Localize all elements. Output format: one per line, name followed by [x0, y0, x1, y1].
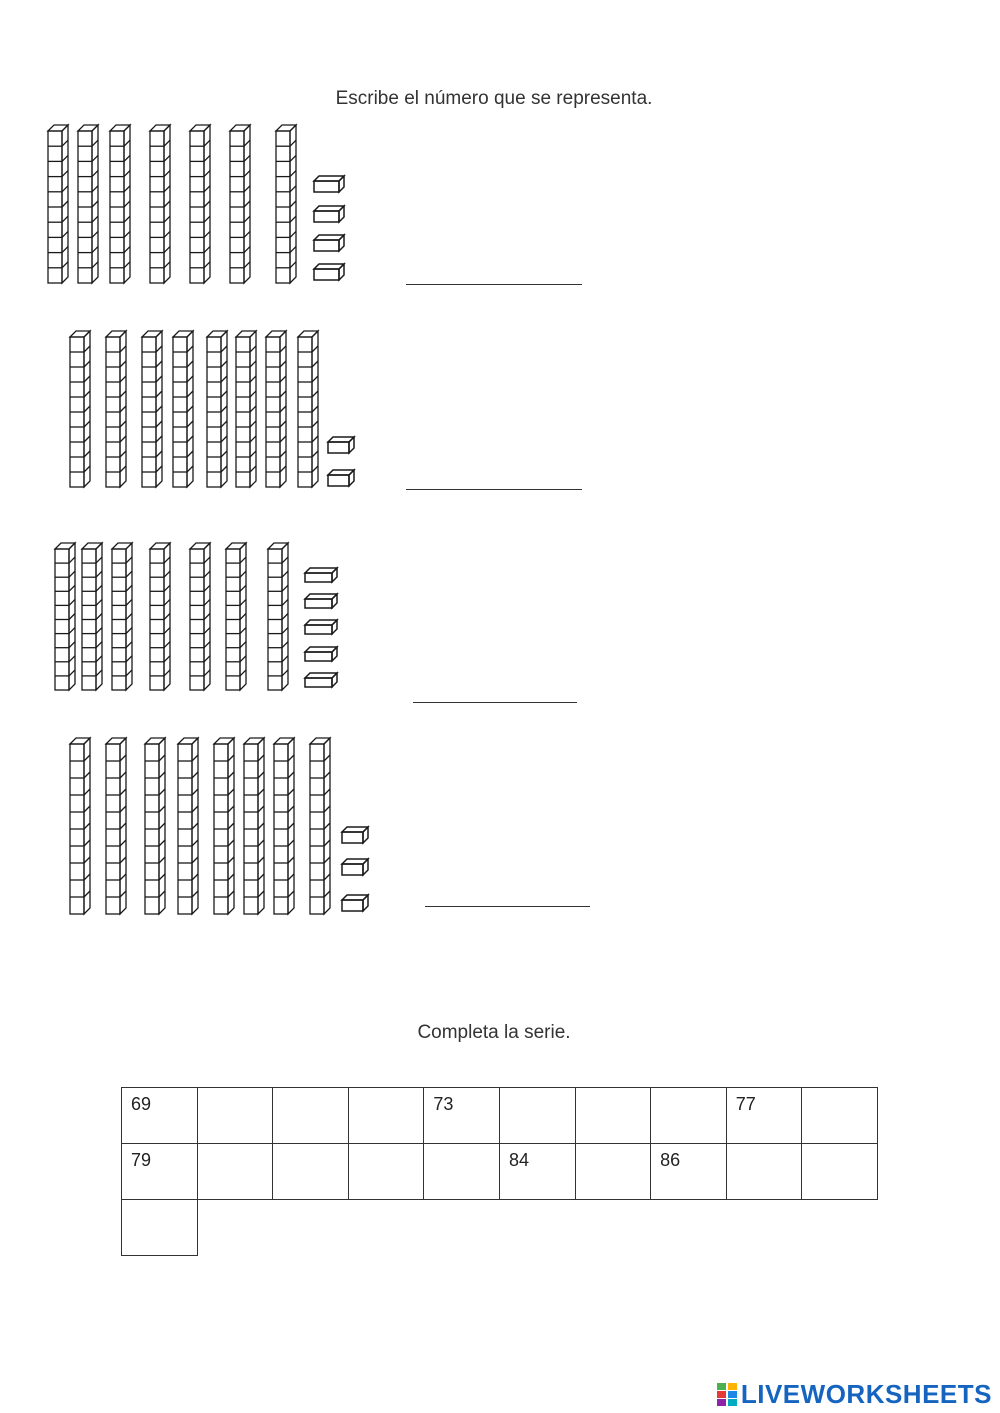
- ten-rod: [70, 738, 90, 914]
- series-input[interactable]: [802, 1088, 877, 1143]
- ten-rod: [145, 738, 165, 914]
- series-row: [122, 1144, 878, 1200]
- series-input[interactable]: [576, 1144, 651, 1199]
- series-cell-given: [651, 1144, 727, 1200]
- series-input[interactable]: [349, 1088, 424, 1143]
- ten-rod: [106, 738, 126, 914]
- unit-cube: [342, 895, 368, 911]
- series-input[interactable]: [198, 1088, 273, 1143]
- series-number: 73: [433, 1094, 454, 1114]
- series-spacer: [726, 1200, 802, 1256]
- series-number: 69: [131, 1094, 152, 1114]
- series-cell-blank: [802, 1144, 878, 1200]
- unit-cube: [342, 827, 368, 843]
- series-input[interactable]: [273, 1088, 348, 1143]
- series-table: [121, 1087, 878, 1256]
- ten-rod: [310, 738, 330, 914]
- series-number: 79: [131, 1150, 152, 1170]
- series-cell-blank: [348, 1088, 424, 1144]
- series-input[interactable]: [500, 1088, 575, 1143]
- ten-rod: [178, 738, 198, 914]
- series-cell-blank: [802, 1088, 878, 1144]
- series-spacer: [575, 1200, 651, 1256]
- unit-cube: [342, 859, 368, 875]
- series-input[interactable]: [424, 1144, 499, 1199]
- instruction-complete-series: Completa la serie.: [417, 1022, 571, 1043]
- series-number: 77: [735, 1094, 756, 1114]
- series-cell-given: [424, 1088, 500, 1144]
- series-spacer: [802, 1200, 878, 1256]
- series-number: 86: [660, 1150, 681, 1170]
- instruction-write-number: Escribe el número que se representa.: [335, 88, 653, 109]
- series-cell-blank: [197, 1088, 273, 1144]
- series-cell-given: [726, 1088, 802, 1144]
- series-input[interactable]: [576, 1088, 651, 1143]
- series-number: 84: [508, 1150, 529, 1170]
- series-cell-given: [499, 1144, 575, 1200]
- series-input[interactable]: [727, 1144, 802, 1199]
- series-spacer: [273, 1200, 349, 1256]
- series-cell-blank: [197, 1144, 273, 1200]
- series-input[interactable]: [273, 1144, 348, 1199]
- series-input[interactable]: [802, 1144, 877, 1199]
- series-cell-given: [122, 1144, 198, 1200]
- series-spacer: [651, 1200, 727, 1256]
- answer-input-4[interactable]: [425, 884, 590, 907]
- series-cell-blank: [651, 1088, 727, 1144]
- series-spacer: [424, 1200, 500, 1256]
- series-input[interactable]: [198, 1144, 273, 1199]
- series-cell-blank: [575, 1088, 651, 1144]
- brand-name: LIVEWORKSHEETS: [740, 1378, 992, 1409]
- series-spacer: [499, 1200, 575, 1256]
- series-cell-blank: [424, 1144, 500, 1200]
- series-row: [122, 1088, 878, 1144]
- series-cell-given: [122, 1088, 198, 1144]
- series-cell-blank: [273, 1144, 349, 1200]
- series-cell-blank: [726, 1144, 802, 1200]
- ten-rod: [274, 738, 294, 914]
- liveworksheets-logo-icon: [716, 1381, 738, 1407]
- series-input[interactable]: [349, 1144, 424, 1199]
- series-cell-blank: [499, 1088, 575, 1144]
- liveworksheets-brand: [716, 1379, 992, 1409]
- series-cell-blank: [348, 1144, 424, 1200]
- series-cell-blank: [575, 1144, 651, 1200]
- series-row: [122, 1200, 878, 1256]
- ten-rod: [244, 738, 264, 914]
- series-spacer: [348, 1200, 424, 1256]
- series-input[interactable]: [651, 1088, 726, 1143]
- series-cell-blank: [122, 1200, 198, 1256]
- series-input[interactable]: [122, 1200, 197, 1255]
- series-cell-blank: [273, 1088, 349, 1144]
- series-spacer: [197, 1200, 273, 1256]
- ten-rod: [214, 738, 234, 914]
